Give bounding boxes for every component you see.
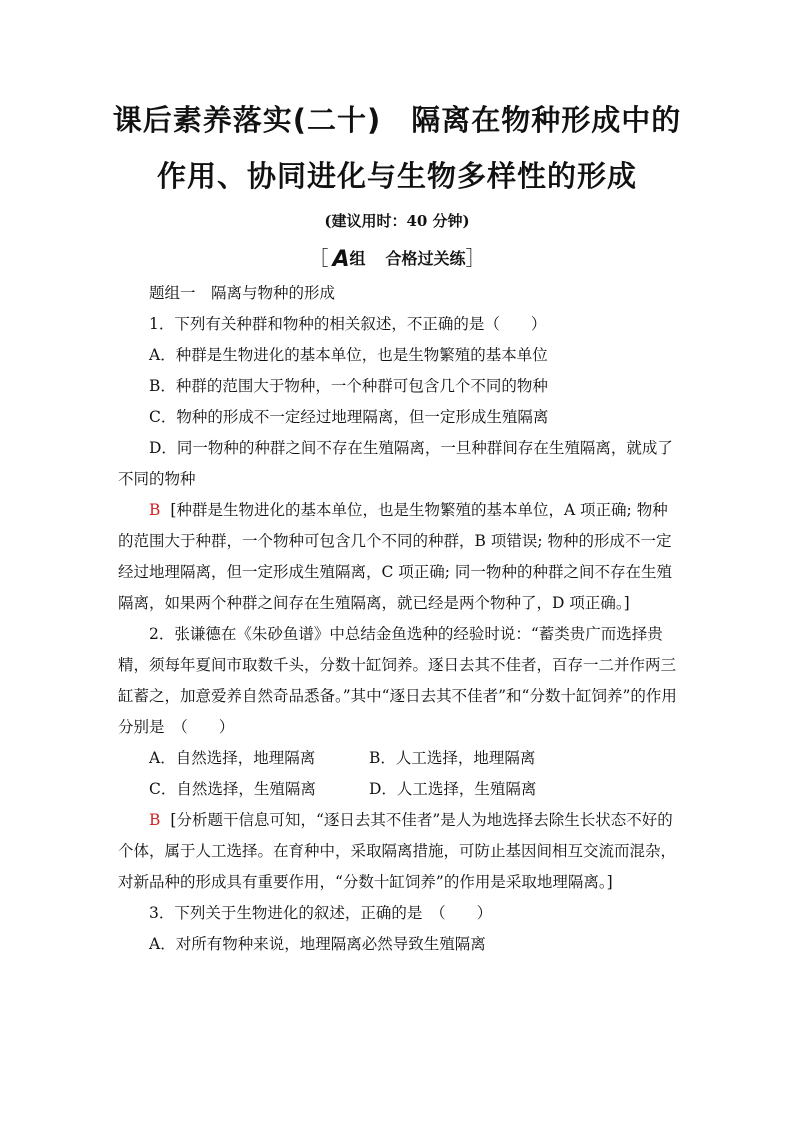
q1-option-a: A．种群是生物进化的基本单位，也是生物繁殖的基本单位 bbox=[149, 346, 548, 364]
q3-option-a: A．对所有物种来说，地理隔离必然导致生殖隔离 bbox=[149, 935, 486, 953]
page-title-line-1: 课后素养落实(二十) 隔离在物种形成中的 bbox=[112, 103, 682, 137]
bracket-right: ］ bbox=[465, 246, 486, 270]
q2-options-row-1 bbox=[118, 743, 678, 774]
q2-explanation: [分析题干信息可知，“逐日去其不佳者”是人为地选择去除生长状态不好的个体，属于人工选择。在育种中，采取隔离措施，可防止基因间相互交流而混杂，对新品种的形成具有重要作用，“分数十缸饲养”的作用是采取地理隔离。] bbox=[118, 811, 677, 891]
q2-option-c: C．自然选择，生殖隔离 bbox=[149, 780, 316, 798]
q2-options-row-2 bbox=[118, 774, 678, 805]
q2-option-d: D．人工选择，生殖隔离 bbox=[369, 780, 537, 798]
q3-stem: 3．下列关于生物进化的叙述，正确的是 （ ） bbox=[149, 904, 493, 922]
q2-option-b: B．人工选择，地理隔离 bbox=[369, 749, 536, 767]
section-title: 题组一 隔离与物种的形成 bbox=[149, 284, 336, 302]
page-title-line-2: 作用、协同进化与生物多样性的形成 bbox=[156, 159, 637, 193]
q1-explanation: [种群是生物进化的基本单位，也是生物繁殖的基本单位，A 项正确; 物种的范围大于种群，一个物种可包含几个不同的种群，B 项错误; 物种的形成不一定经过地理隔离，但一定形成生殖隔离，C 项正确; 同一物种的种群之间不存在生殖隔离，如果两个种群之间存在生殖隔离，就已经是两个物种了，D 项正确。] bbox=[118, 501, 672, 612]
bracket-left: ［ bbox=[308, 246, 329, 270]
q2-option-a: A．自然选择，地理隔离 bbox=[149, 749, 316, 767]
q1-option-d: D．同一物种的种群之间不存在生殖隔离，一旦种群间存在生殖隔离，就成了不同的物种 bbox=[118, 439, 673, 488]
q1-explanation-block bbox=[118, 495, 678, 619]
q2-explanation-block bbox=[118, 805, 678, 898]
group-letter: A bbox=[332, 247, 350, 272]
group-name: 组 bbox=[349, 249, 366, 268]
suggested-time: (建议用时：40 分钟) bbox=[324, 212, 470, 230]
q1-option-c: C．物种的形成不一定经过地理隔离，但一定形成生殖隔离 bbox=[149, 408, 549, 426]
question-body bbox=[118, 278, 678, 960]
group-header bbox=[0, 242, 794, 272]
q1-answer: B bbox=[149, 501, 161, 519]
group-label: 合格过关练 bbox=[385, 249, 466, 268]
q1-stem: 1．下列有关种群和物种的相关叙述，不正确的是（ ） bbox=[149, 315, 547, 333]
q2-stem: 2．张谦德在《朱砂鱼谱》中总结金鱼选种的经验时说：“蓄类贵广而选择贵精，须每年夏间市取数千头，分数十缸饲养。逐日去其不佳者，百存一二并作两三缸蓄之，加意爱养自然奇品悉备。”其中“逐日去其不佳者”和“分数十缸饲养”的作用分别是 （ ） bbox=[118, 625, 677, 736]
q2-answer: B bbox=[149, 811, 161, 829]
q1-option-b: B．种群的范围大于物种，一个种群可包含几个不同的物种 bbox=[149, 377, 548, 395]
